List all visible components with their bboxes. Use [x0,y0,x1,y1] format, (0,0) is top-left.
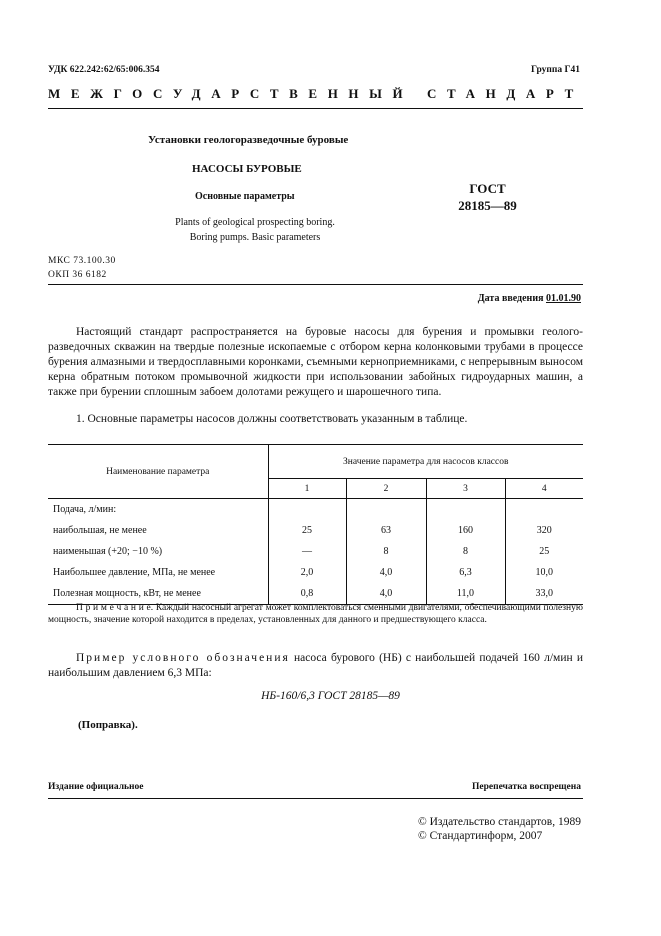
column-header-name: Наименование параметра [48,445,268,499]
copyright-line-2: © Стандартинформ, 2007 [417,830,543,842]
codes-divider [48,284,583,285]
table-row [48,562,583,583]
row-value: 6,3 [426,562,505,583]
classification-codes [48,254,116,282]
row-name: наименьшая (+20; −10 %) [53,546,163,557]
okp-code: ОКП 36 6182 [48,270,107,280]
row-value: 4,0 [346,583,426,605]
gost-label: ГОСТ [469,181,506,196]
parameters-table [48,444,583,605]
introduction-date-value: 01.01.90 [546,293,581,304]
correction-note: (Поправка). [78,719,138,731]
table-row [48,499,583,521]
standard-type-heading: МЕЖГОСУДАРСТВЕННЫЙ СТАНДАРТ [48,86,584,101]
row-name: Наибольшее давление, МПа, не менее [53,567,216,578]
mks-code: МКС 73.100.30 [48,256,116,266]
intro-paragraph: Настоящий стандарт распространяется на буровые насосы для бурения и промывки геолого-разведочных скважин на твердые полезные ископаемые с отбором керна колонковыми трубами в процессе бурения алмазными и твердосплавными коронками, съемными керноприемниками, с непрерывным выносом керна обратным потоком промывочной жидкости при использовании забойных гидроударных машин, а также при бурении сплошным забоем долотами режущего и шарошечного типа. [48,326,583,398]
gost-block [445,180,530,214]
group-code: Группа Г41 [531,65,580,75]
row-name: Полезная мощность, кВт, не менее [48,583,268,605]
english-title [150,215,360,245]
english-title-line-1: Plants of geological prospecting boring. [175,217,335,228]
clause-1: 1. Основные параметры насосов должны соответствовать указанным в таблице. [76,413,468,425]
row-value [268,499,346,521]
table-note [48,602,583,626]
copyright-line-1: © Издательство стандартов, 1989 [417,816,581,828]
title-line-2: НАСОСЫ БУРОВЫЕ [192,163,302,175]
row-value [505,499,583,521]
note-label: П р и м е ч а н и е. [76,603,154,613]
row-value: 25 [268,520,346,541]
class-header-4: 4 [505,479,583,499]
official-edition: Издание официальное [48,782,144,792]
designation-formula: НБ-160/6,3 ГОСТ 28185—89 [261,690,400,702]
row-value [346,499,426,521]
row-value: 63 [346,520,426,541]
table-row [48,520,583,541]
footer-divider [48,798,583,799]
table-header-row [48,445,583,479]
class-header-1: 1 [268,479,346,499]
row-value: 10,0 [505,562,583,583]
row-value: 8 [346,541,426,562]
example-text: насоса бурового (НБ) с наибольшей подачей 160 л/мин и наибольшим давлением 6,3 МПа: [48,652,583,679]
row-value: 320 [505,520,583,541]
example-label: Пример условного обозначения [76,652,290,664]
class-header-2: 2 [346,479,426,499]
row-value: 8 [426,541,505,562]
row-value: 33,0 [505,583,583,605]
row-value [426,499,505,521]
reprint-prohibited: Перепечатка воспрещена [471,782,581,792]
gost-number: 28185—89 [458,198,517,213]
row-value: 160 [426,520,505,541]
column-header-classes: Значение параметра для насосов классов [268,445,583,479]
row-value: 11,0 [426,583,505,605]
copyright-block [418,815,581,843]
introduction-date [478,293,581,304]
row-value: 0,8 [268,583,346,605]
udk-code: УДК 622.242:62/65:006.354 [48,65,160,75]
row-name: Подача, л/мин: [53,504,117,515]
header-divider [48,108,583,109]
title-line-3: Основные параметры [195,191,295,202]
english-title-line-2: Boring pumps. Basic parameters [189,232,321,243]
note-text: Каждый насосный агрегат может комплектоваться сменными двигателями, обеспечивающими полезную мощность, значение которой находится в пределах, установленных для данного и предшествующего класса. [48,603,583,625]
row-value: 25 [505,541,583,562]
row-name: наибольшая, не менее [53,525,147,536]
row-value: 2,0 [268,562,346,583]
table-row [48,541,583,562]
row-value: — [268,541,346,562]
row-value: 4,0 [346,562,426,583]
introduction-date-label: Дата введения [477,293,544,304]
designation-example [48,651,583,681]
title-line-1: Установки геологоразведочные буровые [148,134,349,146]
class-header-3: 3 [426,479,505,499]
